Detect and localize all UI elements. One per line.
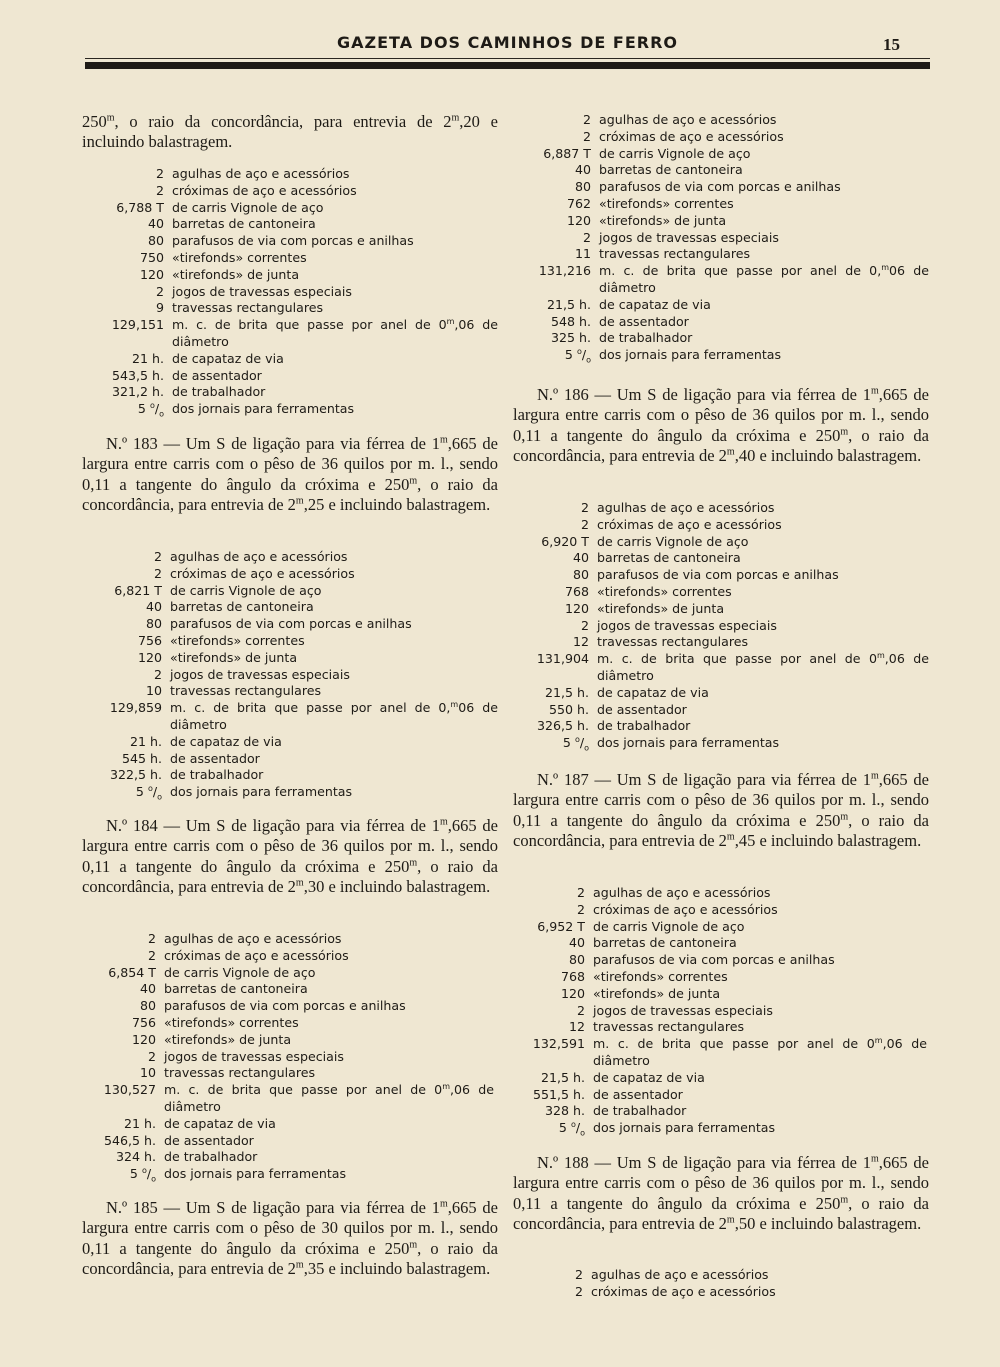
list-item: [515, 902, 927, 919]
list-item: [519, 651, 929, 685]
list-item: [92, 767, 498, 784]
item-description: cróximas de aço e acessórios: [591, 1283, 776, 1299]
list-item: [521, 314, 929, 331]
item-quantity: 120: [139, 266, 164, 282]
item-quantity: 80: [574, 179, 591, 195]
list-item: [515, 1036, 927, 1070]
list-item: [515, 1103, 927, 1120]
item-description: barretas de cantoneira: [164, 981, 308, 997]
item-description: de capataz de via: [593, 1069, 705, 1085]
list-item: [521, 196, 929, 213]
paragraph-187: N.º 187 — Um S de ligação para via férrea de 1$^m$,665 de largura entre carris com o pêso de 36 quilos por m. l., sendo 0,11 a tangente do ângulo da cróxima e 250$^m$, o raio da concordância, para entrevia de 2$^m$,45 e incluindo balastragem.: [513, 770, 930, 850]
item-quantity: 2: [582, 128, 591, 144]
item-description: agulhas de aço e acessórios: [170, 549, 348, 564]
item-description: dos jornais para ferramentas: [170, 784, 353, 800]
item-quantity: 120: [131, 1031, 156, 1047]
item-description: barretas de cantoneira: [597, 550, 741, 566]
item-description: «tirefonds» correntes: [597, 583, 732, 599]
item-description: cróximas de aço e acessórios: [597, 516, 782, 532]
list-item: [521, 129, 929, 146]
item-quantity: 21,5 h.: [540, 1069, 585, 1085]
item-description: «tirefonds» de junta: [593, 985, 721, 1001]
item-quantity: 5 $^o/_o$: [558, 1119, 585, 1138]
page-number: 15: [883, 35, 900, 54]
list-item: [521, 162, 929, 179]
item-quantity: 6,952 T: [537, 918, 585, 934]
item-description: barretas de cantoneira: [593, 935, 737, 951]
materials-list-183: [92, 549, 498, 806]
list-item: [94, 200, 498, 217]
item-description: de assentador: [599, 313, 689, 329]
item-quantity: 9: [155, 300, 164, 316]
list-item: [521, 297, 929, 314]
item-description: m. c. de brita que passe por anel de 0$^m$,06 de diâmetro: [597, 650, 929, 683]
item-description: cróximas de aço e acessórios: [599, 128, 784, 144]
item-quantity: 40: [145, 599, 162, 615]
list-item: [86, 1032, 494, 1049]
item-quantity: 132,591: [532, 1036, 585, 1052]
list-item: [92, 650, 498, 667]
item-description: de carris Vignole de aço: [164, 964, 316, 980]
item-quantity: 21 h.: [131, 350, 164, 366]
item-quantity: 5 $^o/_o$: [129, 1165, 156, 1184]
item-description: dos jornais para ferramentas: [593, 1120, 776, 1136]
list-item: [94, 351, 498, 368]
item-description: de trabalhador: [597, 718, 691, 734]
list-item: [521, 179, 929, 196]
item-description: de carris Vignole de aço: [593, 918, 745, 934]
list-item: [515, 935, 927, 952]
item-quantity: 756: [137, 632, 162, 648]
item-description: agulhas de aço e acessórios: [593, 885, 771, 900]
item-quantity: 321,2 h.: [111, 384, 164, 400]
item-description: travessas rectangulares: [172, 300, 324, 316]
item-description: de capataz de via: [170, 733, 282, 749]
list-item: [86, 998, 494, 1015]
item-description: agulhas de aço e acessórios: [597, 500, 775, 515]
list-item: [94, 183, 498, 200]
list-item: [94, 368, 498, 385]
item-description: dos jornais para ferramentas: [599, 347, 782, 363]
item-quantity: 2: [582, 112, 591, 127]
list-item: [519, 685, 929, 702]
item-quantity: 2: [580, 516, 589, 532]
list-item: [94, 284, 498, 301]
item-quantity: 2: [147, 1048, 156, 1064]
item-description: «tirefonds» correntes: [599, 195, 734, 211]
item-description: cróximas de aço e acessórios: [170, 565, 355, 581]
list-item: [86, 1015, 494, 1032]
item-quantity: 21,5 h.: [546, 296, 591, 312]
item-quantity: 6,920 T: [541, 533, 589, 549]
item-quantity: 545 h.: [121, 750, 162, 766]
item-description: jogos de travessas especiais: [164, 1048, 344, 1064]
list-item: [513, 1284, 927, 1301]
list-item: [519, 550, 929, 567]
item-quantity: 2: [580, 617, 589, 633]
list-item: [94, 166, 498, 183]
item-description: agulhas de aço e acessórios: [164, 931, 342, 946]
item-quantity: 40: [572, 550, 589, 566]
item-quantity: 5 $^o/_o$: [135, 783, 162, 802]
list-item: [86, 1149, 494, 1166]
item-quantity: 2: [153, 565, 162, 581]
paragraph-188: N.º 188 — Um S de ligação para via férrea de 1$^m$,665 de largura entre carris com o pêso de 36 quilos por m. l., sendo 0,11 a tangente do ângulo da cróxima e 250$^m$, o raio da concordância, para entrevia de 2$^m$,50 e incluindo balastragem.: [513, 1153, 930, 1233]
list-item: [515, 1070, 927, 1087]
item-quantity: 2: [153, 666, 162, 682]
list-item: [92, 734, 498, 751]
item-quantity: 6,854 T: [108, 964, 156, 980]
list-item: [92, 566, 498, 583]
item-description: barretas de cantoneira: [599, 162, 743, 178]
item-quantity: 80: [139, 998, 156, 1014]
item-quantity: 322,5 h.: [109, 767, 162, 783]
list-item: [521, 213, 929, 230]
item-description: travessas rectangulares: [597, 634, 749, 650]
item-quantity: 2: [155, 283, 164, 299]
list-item: [519, 500, 929, 517]
list-item: [92, 616, 498, 633]
list-item: [94, 300, 498, 317]
item-description: travessas rectangulares: [164, 1065, 316, 1081]
list-item: [521, 246, 929, 263]
item-description: cróximas de aço e acessórios: [593, 901, 778, 917]
item-description: m. c. de brita que passe por anel de 0,$^m$06 de diâmetro: [170, 699, 498, 732]
list-item: [92, 583, 498, 600]
item-quantity: 5 $^o/_o$: [137, 400, 164, 419]
item-description: m. c. de brita que passe por anel de 0,$^m$06 de diâmetro: [599, 262, 929, 295]
item-quantity: 325 h.: [550, 330, 591, 346]
item-description: de assentador: [172, 367, 262, 383]
item-description: dos jornais para ferramentas: [164, 1166, 347, 1182]
item-quantity: 80: [572, 567, 589, 583]
materials-list-187: [515, 885, 927, 1142]
item-quantity: 40: [147, 216, 164, 232]
item-description: de carris Vignole de aço: [172, 199, 324, 215]
item-quantity: 2: [576, 885, 585, 900]
list-item: [92, 784, 498, 806]
item-quantity: 80: [568, 952, 585, 968]
item-quantity: 750: [139, 249, 164, 265]
list-item: [515, 1087, 927, 1104]
item-quantity: 328 h.: [544, 1103, 585, 1119]
item-description: jogos de travessas especiais: [599, 229, 779, 245]
item-quantity: 2: [155, 166, 164, 181]
item-quantity: 129,859: [109, 700, 162, 716]
item-description: de trabalhador: [593, 1103, 687, 1119]
item-description: de trabalhador: [170, 767, 264, 783]
list-item: [86, 1082, 494, 1116]
list-item: [513, 1267, 927, 1284]
item-quantity: 6,887 T: [543, 145, 591, 161]
item-description: agulhas de aço e acessórios: [172, 166, 350, 181]
list-item: [519, 567, 929, 584]
list-item: [515, 1019, 927, 1036]
item-description: m. c. de brita que passe por anel de 0$^m$,06 de diâmetro: [164, 1081, 494, 1114]
list-item: [86, 965, 494, 982]
list-item: [521, 112, 929, 129]
item-description: travessas rectangulares: [593, 1019, 745, 1035]
list-item: [521, 146, 929, 163]
header-rule-thin: [85, 58, 930, 59]
item-quantity: 2: [153, 549, 162, 564]
item-description: de capataz de via: [599, 296, 711, 312]
list-item: [92, 683, 498, 700]
list-item: [92, 751, 498, 768]
list-item: [519, 718, 929, 735]
item-quantity: 326,5 h.: [536, 718, 589, 734]
item-description: «tirefonds» de junta: [172, 266, 300, 282]
list-item: [94, 216, 498, 233]
item-description: parafusos de via com porcas e anilhas: [170, 616, 412, 632]
item-quantity: 10: [145, 683, 162, 699]
list-item: [94, 401, 498, 423]
item-quantity: 120: [560, 985, 585, 1001]
item-description: cróximas de aço e acessórios: [172, 182, 357, 198]
item-description: «tirefonds» correntes: [172, 249, 307, 265]
header-rule-thick: [85, 62, 930, 69]
list-item: [515, 885, 927, 902]
list-item: [521, 347, 929, 369]
item-description: parafusos de via com porcas e anilhas: [172, 233, 414, 249]
materials-list-184: [86, 931, 494, 1188]
item-description: de assentador: [170, 750, 260, 766]
list-item: [86, 1116, 494, 1133]
item-quantity: 120: [137, 649, 162, 665]
item-quantity: 5 $^o/_o$: [564, 346, 591, 365]
materials-list: [94, 166, 498, 423]
paragraph-186: N.º 186 — Um S de ligação para via férrea de 1$^m$,665 de largura entre carris com o pêso de 36 quilos por m. l., sendo 0,11 a tangente do ângulo da cróxima e 250$^m$, o raio da concordância, para entrevia de 2$^m$,40 e incluindo balastragem.: [513, 385, 930, 465]
item-quantity: 2: [574, 1267, 583, 1282]
item-description: m. c. de brita que passe por anel de 0$^m$,06 de diâmetro: [593, 1035, 927, 1068]
item-quantity: 11: [574, 246, 591, 262]
item-quantity: 768: [560, 968, 585, 984]
list-item: [521, 263, 929, 297]
item-description: de assentador: [593, 1086, 683, 1102]
item-description: cróximas de aço e acessórios: [164, 947, 349, 963]
item-description: de capataz de via: [172, 350, 284, 366]
item-description: parafusos de via com porcas e anilhas: [593, 952, 835, 968]
item-description: de capataz de via: [597, 684, 709, 700]
journal-title: GAZETA DOS CAMINHOS DE FERRO: [336, 33, 678, 52]
item-description: de trabalhador: [599, 330, 693, 346]
item-quantity: 6,821 T: [114, 582, 162, 598]
item-description: de carris Vignole de aço: [170, 582, 322, 598]
item-description: «tirefonds» de junta: [599, 212, 727, 228]
item-description: «tirefonds» correntes: [593, 968, 728, 984]
item-quantity: 551,5 h.: [532, 1086, 585, 1102]
item-quantity: 130,527: [103, 1082, 156, 1098]
list-item: [521, 330, 929, 347]
list-item: [94, 267, 498, 284]
item-description: agulhas de aço e acessórios: [599, 112, 777, 127]
list-item: [515, 1120, 927, 1142]
item-quantity: 324 h.: [115, 1149, 156, 1165]
item-quantity: 2: [576, 1002, 585, 1018]
list-item: [94, 250, 498, 267]
item-quantity: 40: [139, 981, 156, 997]
item-quantity: 6,788 T: [116, 199, 164, 215]
item-description: de assentador: [164, 1132, 254, 1148]
list-item: [519, 634, 929, 651]
item-description: agulhas de aço e acessórios: [591, 1267, 769, 1282]
item-quantity: 131,904: [536, 651, 589, 667]
item-quantity: 120: [566, 212, 591, 228]
list-item: [92, 667, 498, 684]
item-description: m. c. de brita que passe por anel de 0$^m$,06 de diâmetro: [172, 316, 498, 349]
item-quantity: 12: [572, 634, 589, 650]
item-description: jogos de travessas especiais: [597, 617, 777, 633]
list-item: [519, 702, 929, 719]
list-item: [92, 549, 498, 566]
item-quantity: 21,5 h.: [544, 684, 589, 700]
list-item: [92, 700, 498, 734]
list-item: [86, 931, 494, 948]
item-quantity: 40: [574, 162, 591, 178]
running-head: [85, 33, 930, 55]
item-quantity: 2: [147, 931, 156, 946]
list-item: [94, 233, 498, 250]
item-description: travessas rectangulares: [599, 246, 751, 262]
item-description: parafusos de via com porcas e anilhas: [599, 179, 841, 195]
item-description: parafusos de via com porcas e anilhas: [164, 998, 406, 1014]
item-quantity: 40: [568, 935, 585, 951]
item-quantity: 21 h.: [129, 733, 162, 749]
item-quantity: 543,5 h.: [111, 367, 164, 383]
item-description: barretas de cantoneira: [172, 216, 316, 232]
item-description: de carris Vignole de aço: [599, 145, 751, 161]
paragraph: 250$^m$, o raio da concordância, para entrevia de 2$^m$,20 e incluindo balastragem.: [82, 112, 498, 152]
item-description: «tirefonds» correntes: [164, 1014, 299, 1030]
item-quantity: 129,151: [111, 317, 164, 333]
list-item: [519, 517, 929, 534]
list-item: [515, 952, 927, 969]
item-quantity: 548 h.: [550, 313, 591, 329]
item-description: jogos de travessas especiais: [172, 283, 352, 299]
list-item: [521, 230, 929, 247]
list-item: [92, 633, 498, 650]
list-item: [94, 384, 498, 401]
item-description: de trabalhador: [164, 1149, 258, 1165]
item-quantity: 10: [139, 1065, 156, 1081]
item-description: de carris Vignole de aço: [597, 533, 749, 549]
list-item: [515, 1003, 927, 1020]
list-item: [86, 981, 494, 998]
paragraph-185: N.º 185 — Um S de ligação para via férrea de 1$^m$,665 de largura entre carris com o pêso de 30 quilos por m. l., sendo 0,11 a tangente do ângulo da cróxima e 250$^m$, o raio da concordância, para entrevia de 2$^m$,35 e incluindo balastragem.: [82, 1198, 499, 1278]
item-quantity: 2: [155, 182, 164, 198]
list-item: [519, 534, 929, 551]
list-item: [86, 1065, 494, 1082]
list-item: [519, 735, 929, 757]
item-description: barretas de cantoneira: [170, 599, 314, 615]
item-quantity: 120: [564, 600, 589, 616]
item-quantity: 762: [566, 195, 591, 211]
item-quantity: 756: [131, 1014, 156, 1030]
materials-list-186: [519, 500, 929, 757]
item-quantity: 80: [147, 233, 164, 249]
list-item: [515, 986, 927, 1003]
list-item: [519, 584, 929, 601]
item-quantity: 5 $^o/_o$: [562, 734, 589, 753]
list-item: [515, 969, 927, 986]
item-description: dos jornais para ferramentas: [597, 735, 780, 751]
item-quantity: 21 h.: [123, 1115, 156, 1131]
item-quantity: 2: [576, 901, 585, 917]
item-description: de capataz de via: [164, 1115, 276, 1131]
list-item: [86, 1049, 494, 1066]
item-description: jogos de travessas especiais: [593, 1002, 773, 1018]
list-item: [519, 618, 929, 635]
materials-list-188: [513, 1267, 927, 1301]
item-description: «tirefonds» correntes: [170, 632, 305, 648]
item-description: «tirefonds» de junta: [597, 600, 725, 616]
item-description: «tirefonds» de junta: [170, 649, 298, 665]
item-quantity: 2: [147, 947, 156, 963]
item-description: dos jornais para ferramentas: [172, 401, 355, 417]
item-description: de trabalhador: [172, 384, 266, 400]
paragraph-183: N.º 183 — Um S de ligação para via férrea de 1$^m$,665 de largura entre carris com o pêso de 36 quilos por m. l., sendo 0,11 a tangente do ângulo da cróxima e 250$^m$, o raio da concordância, para entrevia de 2$^m$,25 e incluindo balastragem.: [82, 434, 499, 514]
item-quantity: 80: [145, 616, 162, 632]
list-item: [94, 317, 498, 351]
item-description: «tirefonds» de junta: [164, 1031, 292, 1047]
item-description: de assentador: [597, 701, 687, 717]
list-item: [515, 919, 927, 936]
item-quantity: 546,5 h.: [103, 1132, 156, 1148]
list-item: [92, 599, 498, 616]
item-quantity: 2: [580, 500, 589, 515]
item-quantity: 768: [564, 583, 589, 599]
item-quantity: 2: [582, 229, 591, 245]
item-quantity: 550 h.: [548, 701, 589, 717]
item-description: jogos de travessas especiais: [170, 666, 350, 682]
item-quantity: 2: [574, 1283, 583, 1299]
list-item: [519, 601, 929, 618]
item-quantity: 131,216: [538, 263, 591, 279]
list-item: [86, 1166, 494, 1188]
item-description: parafusos de via com porcas e anilhas: [597, 567, 839, 583]
list-item: [86, 1133, 494, 1150]
item-description: travessas rectangulares: [170, 683, 322, 699]
paragraph-184: N.º 184 — Um S de ligação para via férrea de 1$^m$,665 de largura entre carris com o pêso de 36 quilos por m. l., sendo 0,11 a tangente do ângulo da cróxima e 250$^m$, o raio da concordância, para entrevia de 2$^m$,30 e incluindo balastragem.: [82, 816, 499, 896]
item-quantity: 12: [568, 1019, 585, 1035]
materials-list-185: [521, 112, 929, 369]
list-item: [86, 948, 494, 965]
